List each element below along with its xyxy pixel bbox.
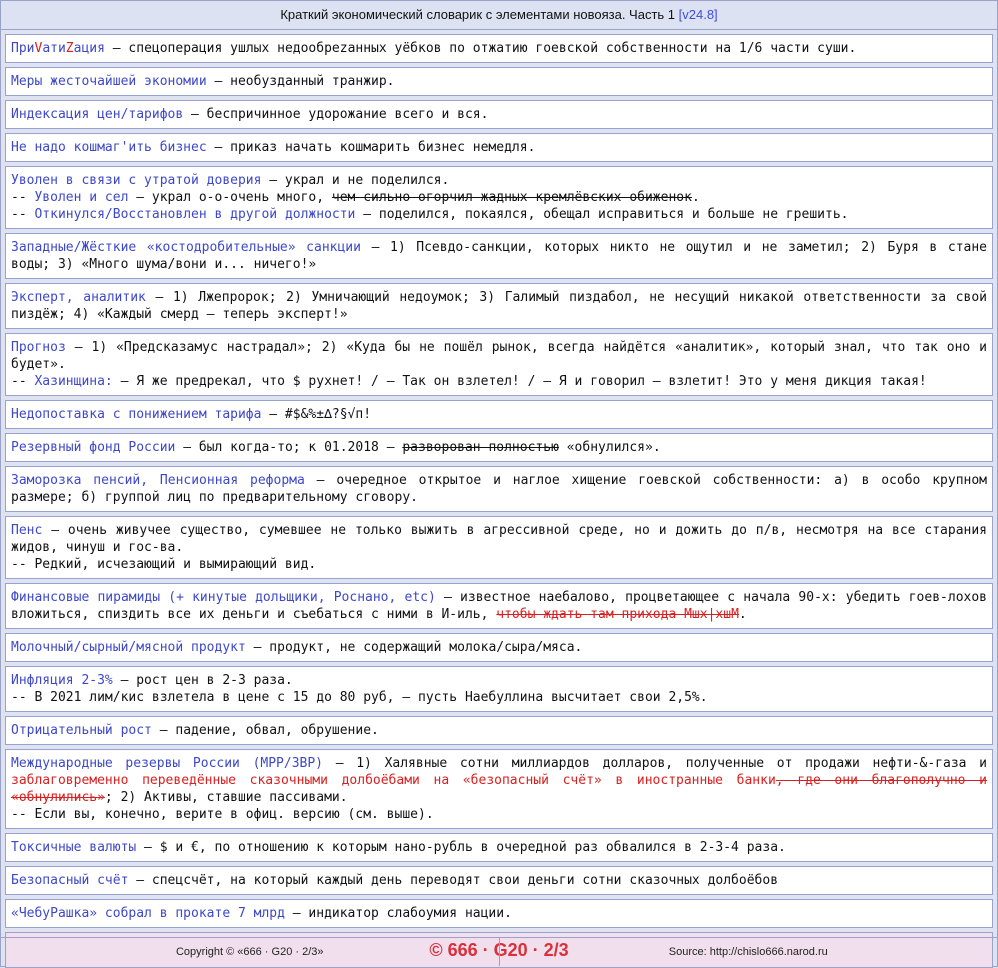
entry-reserves: Международные резервы России (МРР/ЗВР) — 1) Халявные сотни миллиардов долларов, полученные от продажи нефти-&-газа и заблаговременно переведённые сказочными долбоёбами на «безопасный счёт» в иностранные банки, где они благополучно и «обнулились»; 2) Активы, ставшие пассивами. -- Если вы, конечно, верите в офиц. версию (см. выше). (5, 749, 993, 829)
entry-expert (5, 283, 993, 329)
entry-forecast: Прогноз — 1) «Предсказамус настрадал»; 2) «Куда бы не пошёл рынок, всегда найдётся «аналитик», который знал, что так оно и будет». -- Хазинщина: — Я же предрекал, что $ рухнет! / — Так он взлетел! / — Я и говорил — взлетит! Это у меня дикция такая! (5, 333, 993, 396)
entry-term: Инфляция 2-3% (11, 673, 113, 688)
struck-text: чем сильно огорчил жадных кремлёвских обиженок (331, 190, 692, 205)
entry-term: Не надо кошмаг'ить бизнес (11, 140, 207, 155)
entry-subterm: Уволен и сел (34, 190, 129, 205)
entry-definition: — 1) Лжепророк; 2) Умничающий недоумок; 3) Галимый пиздабол, не несущий никакой ответственности за свой пиздёж; 4) «Каждый смерд — теперь эксперт!» (11, 290, 987, 322)
entry-term: Меры жесточайшей экономии (11, 74, 207, 89)
entry-subnote: -- Редкий, исчезающий и вымирающий вид. (11, 557, 317, 572)
entry-term: Резервный фонд России (11, 440, 176, 455)
entry-term: Прогноз (11, 340, 66, 355)
footer-copyright: Copyright © «666 · G20 · 2/3» (175, 946, 324, 958)
entry-subterm: Откинулся/Восстановлен в другой должности (34, 207, 356, 222)
entry-definition: — спецсчёт, на который каждый день переводят свои деньги сотни сказочных долбоёбов (128, 873, 779, 888)
struck-red-text: , где они благополучно и «обнулились» (11, 773, 987, 805)
entry-definition: — необузданный транжир. (206, 74, 395, 89)
entry-definition: — продукт, не содержащий молока/сыра/мяса. (245, 640, 583, 655)
entry-definition: — индикатор слабоумия нации. (284, 906, 512, 921)
entry-definition: — #$&%±∆?§√п! (261, 407, 372, 422)
entry-term: Пенс (11, 523, 43, 538)
entry-term: ПриVатиZация (11, 41, 105, 56)
entry-term: Токсичные валюты (11, 840, 137, 855)
entry-term: Безопасный счёт (11, 873, 129, 888)
entry-definition: — $ и €, по отношению к которым нано-рубль в очередной раз обвалился в 2-3-4 раза. (136, 840, 786, 855)
entry-term: Индексация цен/тарифов (11, 107, 184, 122)
copyright-stamp: © 666 · G20 · 2/3 (5, 932, 993, 968)
page-title (1, 1, 997, 30)
entry-business (5, 133, 993, 162)
entry-definition: — 1) Халявные сотни миллиардов долларов, полученные от продажи нефти-&-газа и (323, 756, 987, 771)
entry-cheburashka (5, 899, 993, 928)
entry-definition: — был когда-то; к 01.2018 — (175, 440, 403, 455)
entry-definition: — 1) «Предсказамус настрадал»; 2) «Куда бы не пошёл рынок, всегда найдётся «аналитик», который знал, что так оно и будет». (11, 340, 987, 372)
entry-definition: — очень живучее существо, сумевшее не только выжить в агрессивной среде, но и дожить до п/в, несмотря на все старания жидов, чинуш и гос-ва. (11, 523, 987, 555)
entry-term: Международные резервы России (МРР/ЗВР) (11, 756, 324, 771)
entry-inflation (5, 666, 993, 712)
entry-term: Эксперт, аналитик (11, 290, 146, 305)
struck-text: разворован полностью (402, 440, 559, 455)
entry-term: Заморозка пенсий, Пенсионная реформа (11, 473, 305, 488)
entry-dairy (5, 633, 993, 662)
entry-term: Отрицательный рост (11, 723, 152, 738)
entry-austerity (5, 67, 993, 96)
entry-toxic-currencies (5, 833, 993, 862)
entry-definition: — украл и не поделился. (261, 173, 450, 188)
entry-definition: — очередное открытое и наглое хищение гоевской собственности: а) в особо крупном размере; б) группой лиц по предварительному сговору. (11, 473, 988, 505)
entry-privatization (5, 34, 993, 63)
entry-term: «ЧебуРашка» собрал в прокате 7 млрд (11, 906, 285, 921)
footer-source: Source: http://chislo666.narod.ru (499, 938, 998, 966)
entry-undersupply (5, 400, 993, 429)
entry-definition: — известное наебалово, процветающее с начала 90-х: убедить гоев-лохов вложиться, спиздить все их деньги и съебаться с ними в И-иль, (11, 590, 988, 622)
entry-subnote: -- Если вы, конечно, верите в офиц. версию (см. выше). (11, 807, 434, 822)
entry-term: Финансовые пирамиды (+ кинутые дольщики, Роснано, etc) (11, 590, 436, 605)
entry-term: Недопоставка с понижением тарифа (11, 407, 262, 422)
entry-definition: — падение, обвал, обрушение. (151, 723, 379, 738)
entry-subnote: -- В 2021 лим/кис взлетела в цене с 15 до 80 руб, — пусть Наебуллина высчитает свои 2,5%. (11, 690, 708, 705)
version-label: [v24.8] (678, 7, 718, 22)
entry-term: Молочный/сырный/мясной продукт (11, 640, 246, 655)
entry-subterm: Хазинщина: (34, 374, 113, 389)
entry-sanctions (5, 233, 993, 279)
entry-pension (5, 466, 993, 512)
entry-pyramids: Финансовые пирамиды (+ кинутые дольщики, Роснано, etc) — известное наебалово, процветающее с начала 90-х: убедить гоев-лохов вложиться, спиздить все их деньги и съебаться с ними в И-иль, чтобы ждать там прихода Мшх|хшМ. (5, 583, 993, 629)
red-text: заблаговременно переведённые сказочными долбоёбами на «безопасный счёт» в иностранные банки (11, 773, 776, 788)
struck-red-text: чтобы ждать там прихода Мшх|хшМ (496, 607, 739, 622)
entry-dismissed: Уволен в связи с утратой доверия — украл и не поделился. -- Уволен и сел — украл о-о-очень много, чем сильно огорчил жадных кремлёвских обиженок. -- Откинулся/Восстановлен в другой должности — поделился, покаялся, обещал исправиться и больше не грешить. (5, 166, 993, 229)
entry-term: Уволен в связи с утратой доверия (11, 173, 262, 188)
entry-term: Западные/Жёсткие «костодробительные» санкции (11, 240, 361, 255)
footer (1, 937, 997, 966)
entry-indexation (5, 100, 993, 129)
entry-pens (5, 516, 993, 579)
entries-list (1, 30, 997, 968)
entry-definition: — приказ начать кошмарить бизнес немедля. (206, 140, 536, 155)
entry-definition: — беспричинное удорожание всего и вся. (183, 107, 489, 122)
entry-reserve-fund: Резервный фонд России — был когда-то; к 01.2018 — разворован полностью «обнулился». (5, 433, 993, 462)
entry-definition: — рост цен в 2-3 раза. (112, 673, 293, 688)
entry-definition: — 1) Псевдо-санкции, которых никто не ощутил и не заметил; 2) Буря в стане воды; 3) «Много шума/вони и... ничего!» (11, 240, 987, 272)
entry-safe-account (5, 866, 993, 895)
entry-definition: — спецоперация ушлых недообреzанных уёбков по отжатию гоевской собственности на 1/6 части суши. (104, 41, 857, 56)
entry-negative-growth (5, 716, 993, 745)
title-text: Краткий экономический словарик с элементами новояза. Часть 1 (280, 7, 676, 22)
